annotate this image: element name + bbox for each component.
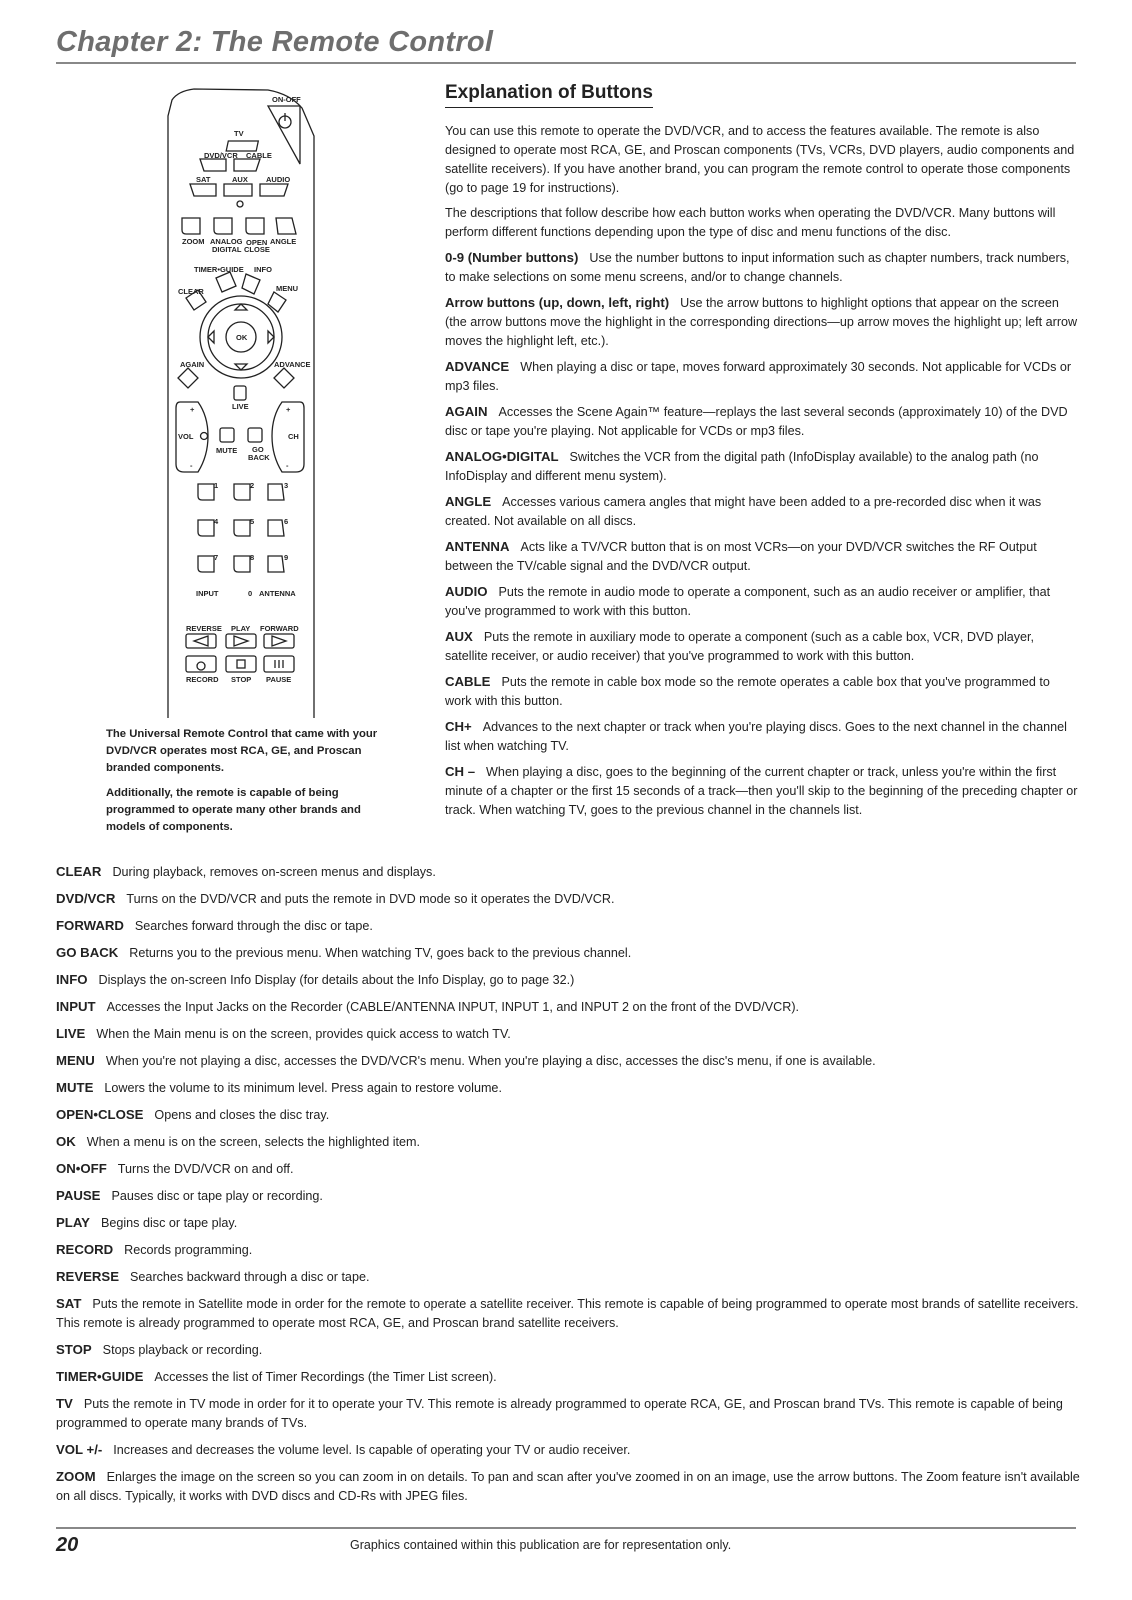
definition-term: ON•OFF xyxy=(56,1161,107,1176)
audio-button xyxy=(260,184,288,196)
definition-text: Accesses the Scene Again™ feature—replays the last several seconds (approximately 10) of the DVD disc or tape you're playing. Not applicable for VCDs or mp3 files. xyxy=(445,405,1068,438)
definition-text: Switches the VCR from the digital path (InfoDisplay available) to the analog path (no InfoDisplay and different menu system). xyxy=(445,450,1039,483)
go-back-button xyxy=(248,428,262,442)
intro-paragraph-2: The descriptions that follow describe how each button works when operating the DVD/VCR. Many buttons will perform different functions depending upon the type of disc and menu functions of the disc. xyxy=(445,206,1056,239)
definition-text: Use the arrow buttons to highlight options that appear on the screen (the arrow buttons move the highlight in the corresponding directions—up arrow moves the highlight up; left arrow moves the highlight left, etc.). xyxy=(445,296,1078,348)
definition-item xyxy=(445,717,1079,756)
pause-icon xyxy=(275,660,283,668)
definition-item xyxy=(445,492,1079,531)
label-input: INPUT xyxy=(196,589,219,598)
definition-term: PAUSE xyxy=(56,1188,101,1203)
definition-item xyxy=(56,1294,1080,1333)
definition-item xyxy=(445,762,1079,820)
definition-term: CH+ xyxy=(445,719,472,734)
definition-text: Begins disc or tape play. xyxy=(100,1216,238,1230)
explanation-section xyxy=(445,80,1079,826)
definition-term: STOP xyxy=(56,1342,92,1357)
label-cable: CABLE xyxy=(246,151,272,160)
label-8: 8 xyxy=(250,553,255,562)
definition-text: Accesses the list of Timer Recordings (the Timer List screen). xyxy=(154,1370,497,1384)
label-ch-minus: - xyxy=(286,461,289,470)
definition-item xyxy=(56,1367,1080,1387)
label-stop: STOP xyxy=(231,675,252,684)
label-7: 7 xyxy=(214,553,219,562)
definition-item xyxy=(56,1159,1080,1179)
zoom-button xyxy=(182,218,200,234)
definition-term: VOL +/- xyxy=(56,1442,103,1457)
label-1: 1 xyxy=(214,481,219,490)
label-angle: ANGLE xyxy=(270,237,297,246)
record-icon xyxy=(197,662,205,670)
label-3: 3 xyxy=(284,481,289,490)
definition-text: Pauses disc or tape play or recording. xyxy=(111,1189,323,1203)
vol-indicator-icon xyxy=(201,433,208,440)
number-3-button xyxy=(268,484,284,500)
definition-text: Puts the remote in cable box mode so the remote operates a cable box that you've programmed to work with this button. xyxy=(445,675,1050,708)
label-close: CLOSE xyxy=(244,245,270,254)
definition-term: PLAY xyxy=(56,1215,90,1230)
stop-button xyxy=(226,656,256,672)
definition-term: ANTENNA xyxy=(445,539,510,554)
definition-item xyxy=(445,537,1079,576)
label-open: OPEN xyxy=(246,238,268,247)
definition-text: Accesses various camera angles that might have been added to a pre-recorded disc when it was created. Not available on all discs. xyxy=(445,495,1042,528)
bottom-definition-list xyxy=(56,862,1080,1513)
definition-item xyxy=(445,627,1079,666)
definition-text: Acts like a TV/VCR button that is on most VCRs—on your DVD/VCR switches the RF Output between the TV/cable signal and the DVD/VCR output. xyxy=(445,540,1037,573)
definition-term: REVERSE xyxy=(56,1269,120,1284)
number-5-button xyxy=(234,520,250,536)
definition-text: Lowers the volume to its minimum level. Press again to restore volume. xyxy=(104,1081,502,1095)
definition-text: Puts the remote in Satellite mode in order for the remote to operate a satellite receiver. This remote is capable of being programmed to operate most brands of satellite receivers. This remote is already programmed to operate most RCA, GE, and Proscan brand satellite receivers. xyxy=(56,1297,1079,1330)
definition-term: Arrow buttons (up, down, left, right) xyxy=(445,295,670,310)
definition-term: ADVANCE xyxy=(445,359,510,374)
definition-text: Stops playback or recording. xyxy=(102,1343,263,1357)
label-dvd-vcr: DVD/VCR xyxy=(204,151,238,160)
label-mute: MUTE xyxy=(216,446,238,455)
play-icon xyxy=(234,636,248,646)
definition-item xyxy=(56,1340,1080,1360)
definition-text: When playing a disc, goes to the beginning of the current chapter or track, unless you're within the first minute of a chapter or the first 15 seconds of a track—then you'll skip to the beginning of the preceding chapter or track. When watching TV, goes to the previous channel in the channels list. xyxy=(445,765,1078,817)
definition-text: When the Main menu is on the screen, provides quick access to watch TV. xyxy=(96,1027,511,1041)
label-9: 9 xyxy=(284,553,289,562)
definition-item xyxy=(56,1240,1080,1260)
label-aux: AUX xyxy=(232,175,248,184)
tv-button xyxy=(226,141,258,151)
label-back: BACK xyxy=(248,453,270,462)
definition-item xyxy=(56,1105,1080,1125)
intro-paragraph-1: You can use this remote to operate the DVD/VCR, and to access the features available. The remote is also designed to operate most RCA, GE, and Proscan components (TVs, VCRs, DVD players, audio components and satellite receivers). If you have another brand, you can program the remote control to operate those components (go to page 19 for instructions). xyxy=(445,124,1075,195)
definition-item xyxy=(56,943,1080,963)
remote-caption-2: Additionally, the remote is capable of being programmed to operate many other brands and models of components. xyxy=(106,787,361,833)
label-reverse: REVERSE xyxy=(186,624,222,633)
definition-item xyxy=(56,1186,1080,1206)
definition-item xyxy=(56,1267,1080,1287)
definition-text: Records programming. xyxy=(124,1243,253,1257)
definition-text: Opens and closes the disc tray. xyxy=(154,1108,330,1122)
label-go: GO xyxy=(252,445,264,454)
definition-term: 0-9 (Number buttons) xyxy=(445,250,579,265)
definition-term: OPEN•CLOSE xyxy=(56,1107,144,1122)
definition-item xyxy=(56,1051,1080,1071)
label-clear: CLEAR xyxy=(178,287,204,296)
play-button xyxy=(226,634,256,648)
definition-text: Turns the DVD/VCR on and off. xyxy=(117,1162,294,1176)
label-audio: AUDIO xyxy=(266,175,291,184)
definition-term: ANALOG•DIGITAL xyxy=(445,449,559,464)
definition-term: ZOOM xyxy=(56,1469,96,1484)
label-record: RECORD xyxy=(186,675,219,684)
again-button xyxy=(178,368,198,388)
dvd-vcr-button xyxy=(200,159,226,171)
definition-text: Increases and decreases the volume level. Is capable of operating your TV or audio receiver. xyxy=(113,1443,631,1457)
label-vol-minus: - xyxy=(190,461,193,470)
number-2-button xyxy=(234,484,250,500)
definition-term: INPUT xyxy=(56,999,96,1014)
definition-term: FORWARD xyxy=(56,918,124,933)
label-vol: VOL xyxy=(178,432,194,441)
definition-item xyxy=(56,916,1080,936)
definition-item xyxy=(445,293,1079,351)
label-analog: ANALOG xyxy=(210,237,243,246)
definition-item xyxy=(56,1440,1080,1460)
label-tv: TV xyxy=(234,129,244,138)
definition-term: AUDIO xyxy=(445,584,488,599)
label-timer-guide: TIMER•GUIDE xyxy=(194,265,244,274)
label-5: 5 xyxy=(250,517,255,526)
label-2: 2 xyxy=(250,481,255,490)
definition-item xyxy=(445,447,1079,486)
aux-button xyxy=(224,184,252,196)
definition-term: MENU xyxy=(56,1053,95,1068)
label-advance: ADVANCE xyxy=(274,360,311,369)
mute-button xyxy=(220,428,234,442)
definition-term: AUX xyxy=(445,629,473,644)
label-play: PLAY xyxy=(231,624,251,633)
definition-text: Turns on the DVD/VCR and puts the remote in DVD mode so it operates the DVD/VCR. xyxy=(126,892,615,906)
definition-item xyxy=(445,672,1079,711)
definition-item xyxy=(445,582,1079,621)
label-0: 0 xyxy=(248,589,253,598)
label-menu: MENU xyxy=(276,284,299,293)
cable-button xyxy=(234,159,260,171)
definition-text: Puts the remote in TV mode in order for it to operate your TV. This remote is already programmed to operate RCA, GE, and Proscan brand TVs. This remote is capable of being programmed to operate many brands of TVs. xyxy=(56,1397,1063,1430)
label-sat: SAT xyxy=(196,175,211,184)
label-live: LIVE xyxy=(232,402,249,411)
definition-term: ANGLE xyxy=(445,494,492,509)
angle-button xyxy=(276,218,296,234)
definition-term: INFO xyxy=(56,972,88,987)
forward-button xyxy=(264,634,294,648)
definition-text: When playing a disc or tape, moves forward approximately 30 seconds. Not applicable for VCDs or mp3 files. xyxy=(445,360,1072,393)
reverse-button xyxy=(186,634,216,648)
info-button xyxy=(242,274,260,294)
open-close-button xyxy=(246,218,264,234)
definition-text: Displays the on-screen Info Display (for details about the Info Display, go to page 32.) xyxy=(98,973,575,987)
label-4: 4 xyxy=(214,517,219,526)
label-ok: OK xyxy=(236,333,248,342)
definition-item xyxy=(56,1024,1080,1044)
definition-term: TIMER•GUIDE xyxy=(56,1369,144,1384)
label-again: AGAIN xyxy=(180,360,205,369)
live-button xyxy=(234,386,246,400)
definition-term: SAT xyxy=(56,1296,82,1311)
definition-item xyxy=(56,970,1080,990)
definition-item xyxy=(56,889,1080,909)
definition-text: Use the number buttons to input information such as chapter numbers, track numbers, to make selections on some menu screens, and/or to change channels. xyxy=(445,251,1070,284)
reverse-icon xyxy=(194,636,208,646)
definition-term: DVD/VCR xyxy=(56,891,116,906)
footer-note: Graphics contained within this publication are for representation only. xyxy=(350,1538,732,1552)
definition-term: GO BACK xyxy=(56,945,119,960)
definition-item xyxy=(445,402,1079,441)
definition-term: AGAIN xyxy=(445,404,488,419)
definition-term: MUTE xyxy=(56,1080,94,1095)
definition-item xyxy=(445,357,1079,396)
definition-term: LIVE xyxy=(56,1026,86,1041)
label-ch-plus: + xyxy=(286,405,291,414)
number-7-button xyxy=(198,556,214,572)
label-pause: PAUSE xyxy=(266,675,292,684)
label-info: INFO xyxy=(254,265,272,274)
definition-text: When you're not playing a disc, accesses the DVD/VCR's menu. When you're playing a disc, accesses the disc's menu, if one is available. xyxy=(105,1054,876,1068)
definition-term: OK xyxy=(56,1134,76,1149)
definition-text: Enlarges the image on the screen so you can zoom in on details. To pan and scan after you've zoomed in on an image, use the arrow buttons. The Zoom feature isn't available on all discs. Typically, it works with DVD discs and CD-Rs with JPEG files. xyxy=(56,1470,1080,1503)
header-rule xyxy=(56,62,1076,64)
definition-item xyxy=(56,862,1080,882)
footer-rule xyxy=(56,1527,1076,1529)
number-8-button xyxy=(234,556,250,572)
number-6-button xyxy=(268,520,284,536)
definition-item xyxy=(56,1394,1080,1433)
number-1-button xyxy=(198,484,214,500)
label-forward: FORWARD xyxy=(260,624,299,633)
definition-text: Returns you to the previous menu. When watching TV, goes back to the previous channel. xyxy=(129,946,632,960)
definition-text: Puts the remote in auxiliary mode to operate a component (such as a cable box, VCR, DVD player, satellite receiver, or audio receiver) that you've programmed to work with this button. xyxy=(445,630,1035,663)
definition-item xyxy=(56,1213,1080,1233)
power-button xyxy=(268,106,300,164)
definition-term: CABLE xyxy=(445,674,491,689)
definition-text: Accesses the Input Jacks on the Recorder (CABLE/ANTENNA INPUT, INPUT 1, and INPUT 2 on the front of the DVD/VCR). xyxy=(106,1000,800,1014)
definition-item xyxy=(56,997,1080,1017)
page-number: 20 xyxy=(56,1534,79,1556)
sat-button xyxy=(190,184,216,196)
remote-illustration xyxy=(164,86,334,722)
stop-icon xyxy=(237,660,245,668)
definition-term: TV xyxy=(56,1396,73,1411)
definition-text: Searches forward through the disc or tape. xyxy=(134,919,373,933)
timer-guide-button xyxy=(216,272,236,292)
advance-button xyxy=(274,368,294,388)
label-digital: DIGITAL xyxy=(212,245,242,254)
mode-indicator-led xyxy=(237,201,243,207)
definition-item xyxy=(445,248,1079,287)
label-zoom: ZOOM xyxy=(182,237,205,246)
definition-item xyxy=(56,1132,1080,1152)
forward-icon xyxy=(272,636,286,646)
definition-term: CLEAR xyxy=(56,864,102,879)
label-ch: CH xyxy=(288,432,299,441)
definition-text: When a menu is on the screen, selects the highlighted item. xyxy=(86,1135,420,1149)
definition-text: Advances to the next chapter or track when you're playing discs. Goes to the next channel in the channel list when watching TV. xyxy=(445,720,1067,753)
definition-term: RECORD xyxy=(56,1242,114,1257)
label-vol-plus: + xyxy=(190,405,195,414)
right-definition-list xyxy=(445,248,1079,820)
label-on-off: ON-OFF xyxy=(272,95,301,104)
definition-item xyxy=(56,1078,1080,1098)
definition-text: Puts the remote in audio mode to operate a component, such as an audio receiver or amplifier, that you've programmed to work with this button. xyxy=(445,585,1051,618)
definition-item xyxy=(56,1467,1080,1506)
section-title: Explanation of Buttons xyxy=(445,80,653,108)
analog-digital-button xyxy=(214,218,232,234)
chapter-title: Chapter 2: The Remote Control xyxy=(56,26,494,58)
definition-term: CH – xyxy=(445,764,476,779)
number-9-button xyxy=(268,556,284,572)
label-6: 6 xyxy=(284,517,289,526)
definition-text: Searches backward through a disc or tape. xyxy=(130,1270,370,1284)
label-antenna: ANTENNA xyxy=(259,589,296,598)
definition-text: During playback, removes on-screen menus and displays. xyxy=(112,865,436,879)
number-4-button xyxy=(198,520,214,536)
remote-caption-1: The Universal Remote Control that came with your DVD/VCR operates most RCA, GE, and Proscan branded components. xyxy=(106,728,378,774)
